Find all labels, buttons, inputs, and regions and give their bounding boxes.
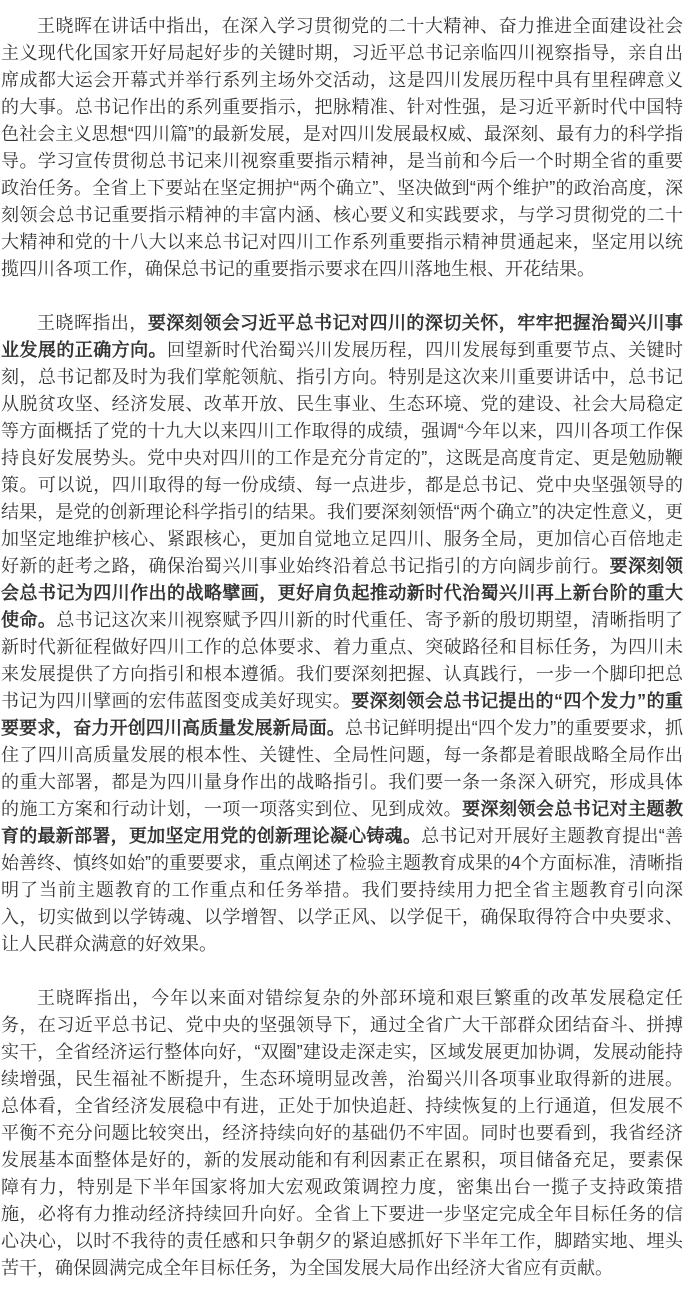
body-text: 回望新时代治蜀兴川发展历程，四川发展每到重要节点、关键时刻，总书记都及时为我们掌舵领航、指引方向。特别是这次来川重要讲话中，总书记从脱贫攻坚、经济发展、改革开放、民生事业、生态环境、党的建设、社会大局稳定等方面概括了党的十九大以来四川工作取得的成绩，强调“今年以来，四川各项工作保持良好发展势头。党中央对四川的工作是充分肯定的”，这既是高度肯定、更是勉励鞭策。可以说，四川取得的每一份成绩、每一点进步，都是总书记、党中央坚强领导的结果，是党的创新理论科学指引的结果。我们要深刻领悟“两个确立”的决定性意义，更加坚定地维护核心、紧跟核心，更加自觉地立足四川、服务全局，更加信心百倍地走好新的赶考之路，确保治蜀兴川事业始终沿着总书记指引的方向阔步前行。 bbox=[1, 340, 683, 576]
emphasis-text: 要深刻领会总书记对主题教育的最新部署，更加坚定用党的创新理论凝心铸魂。 bbox=[1, 799, 683, 846]
paragraph-1 bbox=[1, 13, 683, 283]
body-text: 总书记鲜明提出“四个发力”的重要要求，抓住了四川高质量发展的根本性、关键性、全局性问题，每一条都是着眼战略全局作出的重大部署，都是为四川量身作出的战略指引。我们要一条一条深入研究，形成具体的施工方案和行动计划，一项一项落实到位、见到成效。 bbox=[1, 718, 683, 819]
body-text: 总书记这次来川视察赋予四川新的时代重任、寄予新的殷切期望，清晰指明了新时代新征程做好四川工作的总体要求、着力重点、突破路径和目标任务，为四川未来发展提供了方向指引和根本遵循。我们要深刻把握、认真践行，一步一个脚印把总书记为四川擘画的宏伟蓝图变成美好现实。 bbox=[1, 610, 684, 711]
emphasis-text: 要深刻领会总书记提出的“四个发力”的重要要求，奋力开创四川高质量发展新局面。 bbox=[1, 691, 684, 738]
emphasis-text: 要深刻领会总书记为四川作出的战略擘画，更好肩负起推动新时代治蜀兴川再上新台阶的重大使命。 bbox=[1, 556, 684, 630]
body-text: 王晓晖指出， bbox=[37, 313, 148, 333]
paragraph-3 bbox=[1, 985, 683, 1282]
body-text: 总书记对开展好主题教育提出“善始善终、慎终如始”的重要要求，重点阐述了检验主题教育成果的4个方面标准，清晰指明了当前主题教育的工作重点和任务举措。我们要持续用力把全省主题教育引向深入，切实做到以学铸魂、以学增智、以学正风、以学促干，确保取得符合中央要求、让人民群众满意的好效果。 bbox=[1, 826, 684, 954]
emphasis-text: 要深刻领会习近平总书记对四川的深切关怀，牢牢把握治蜀兴川事业发展的正确方向。 bbox=[1, 313, 684, 360]
paragraph-2 bbox=[1, 310, 683, 958]
body-text: 王晓晖指出，今年以来面对错综复杂的外部环境和艰巨繁重的改革发展稳定任务，在习近平总书记、党中央的坚强领导下，通过全省广大干部群众团结奋斗、拼搏实干，全省经济运行整体向好，“双圈”建设走深走实，区域发展更加协调，发展动能持续增强，民生福祉不断提升，生态环境明显改善，治蜀兴川各项事业取得新的进展。总体看，全省经济发展稳中有进，正处于加快追赶、持续恢复的上行通道，但发展不平衡不充分问题比较突出，经济持续向好的基础仍不牢固。同时也要看到，我省经济发展基本面整体是好的，新的发展动能和有利因素正在累积，项目储备充足，要素保障有力，特别是下半年国家将加大宏观政策调控力度，密集出台一揽子支持政策措施，必将有力推动经济持续回升向好。全省上下要进一步坚定完成全年目标任务的信心决心，以时不我待的责任感和只争朝夕的紧迫感抓好下半年工作，脚踏实地、埋头苦干，确保圆满完成全年目标任务，为全国发展大局作出经济大省应有贡献。 bbox=[1, 988, 683, 1278]
body-text: 王晓晖在讲话中指出，在深入学习贯彻党的二十大精神、奋力推进全面建设社会主义现代化国家开好局起好步的关键时期，习近平总书记亲临四川视察指导，亲自出席成都大运会开幕式并举行系列主场外交活动，这是四川发展历程中具有里程碑意义的大事。总书记作出的系列重要指示，把脉精准、针对性强，是习近平新时代中国特色社会主义思想“四川篇”的最新发展，是对四川发展最权威、最深刻、最有力的科学指导。学习宣传贯彻总书记来川视察重要指示精神，是当前和今后一个时期全省的重要政治任务。全省上下要站在坚定拥护“两个确立”、坚决做到“两个维护”的政治高度，深刻领会总书记重要指示精神的丰富内涵、核心要义和实践要求，与学习贯彻党的二十大精神和党的十八大以来总书记对四川工作系列重要指示精神贯通起来，坚定用以统揽四川各项工作，确保总书记的重要指示要求在四川落地生根、开花结果。 bbox=[1, 16, 683, 279]
